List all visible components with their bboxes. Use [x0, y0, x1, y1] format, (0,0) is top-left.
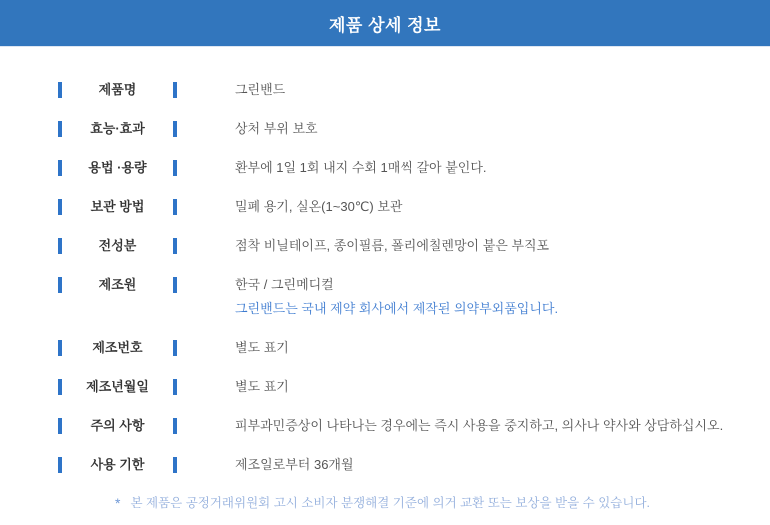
table-row-precautions	[58, 416, 770, 436]
footnote-row	[58, 494, 770, 512]
row-label: 제조년월일	[86, 379, 149, 394]
row-label: 사용 기한	[90, 457, 145, 472]
table-row-product-name	[58, 80, 770, 100]
row-value: 별도 표기	[235, 379, 289, 394]
row-label: 전성분	[98, 238, 137, 253]
row-label: 효능·효과	[90, 121, 145, 136]
table-row-manufacture-date	[58, 377, 770, 397]
row-value	[177, 275, 558, 319]
product-detail-table	[0, 47, 770, 512]
row-label: 제품명	[98, 82, 137, 97]
row-value: 밀폐 용기, 실온(1~30℃) 보관	[235, 199, 403, 214]
row-value: 환부에 1일 1회 내지 수회 1매씩 갈아 붙인다.	[235, 160, 487, 175]
row-value: 상처 부위 보호	[235, 121, 318, 136]
table-row-lot-number	[58, 338, 770, 358]
row-value: 점착 비닐테이프, 종이필름, 폴리에칠렌망이 붙은 부직포	[235, 238, 550, 253]
row-label: 보관 방법	[90, 199, 145, 214]
page-title: 제품 상세 정보	[329, 15, 441, 35]
row-label: 용법 ·용량	[88, 160, 147, 175]
table-row-ingredients	[58, 236, 770, 256]
table-row-efficacy	[58, 119, 770, 139]
footnote-text: 본 제품은 공정거래위원회 고시 소비자 분쟁해결 기준에 의거 교환 또는 보상을 받을 수 있습니다.	[130, 496, 651, 510]
row-label: 제조번호	[92, 340, 143, 355]
section-header	[0, 0, 770, 47]
row-value: 제조일로부터 36개월	[235, 457, 354, 472]
row-value: 피부과민증상이 나타나는 경우에는 즉시 사용을 중지하고, 의사나 약사와 상담하십시오.	[235, 418, 724, 433]
row-label: 주의 사항	[90, 418, 145, 433]
footnote-star-icon: *	[115, 495, 121, 511]
row-label: 제조원	[98, 277, 137, 292]
table-row-usage	[58, 158, 770, 178]
row-value: 별도 표기	[235, 340, 289, 355]
row-value: 그린밴드	[235, 82, 286, 97]
manufacturer-note: 그린밴드는 국내 제약 회사에서 제작된 의약부외품입니다.	[235, 301, 559, 316]
table-row-manufacturer	[58, 275, 770, 319]
table-row-storage	[58, 197, 770, 217]
manufacturer-value: 한국 / 그린메디컬	[235, 277, 334, 292]
table-row-expiration	[58, 455, 770, 475]
